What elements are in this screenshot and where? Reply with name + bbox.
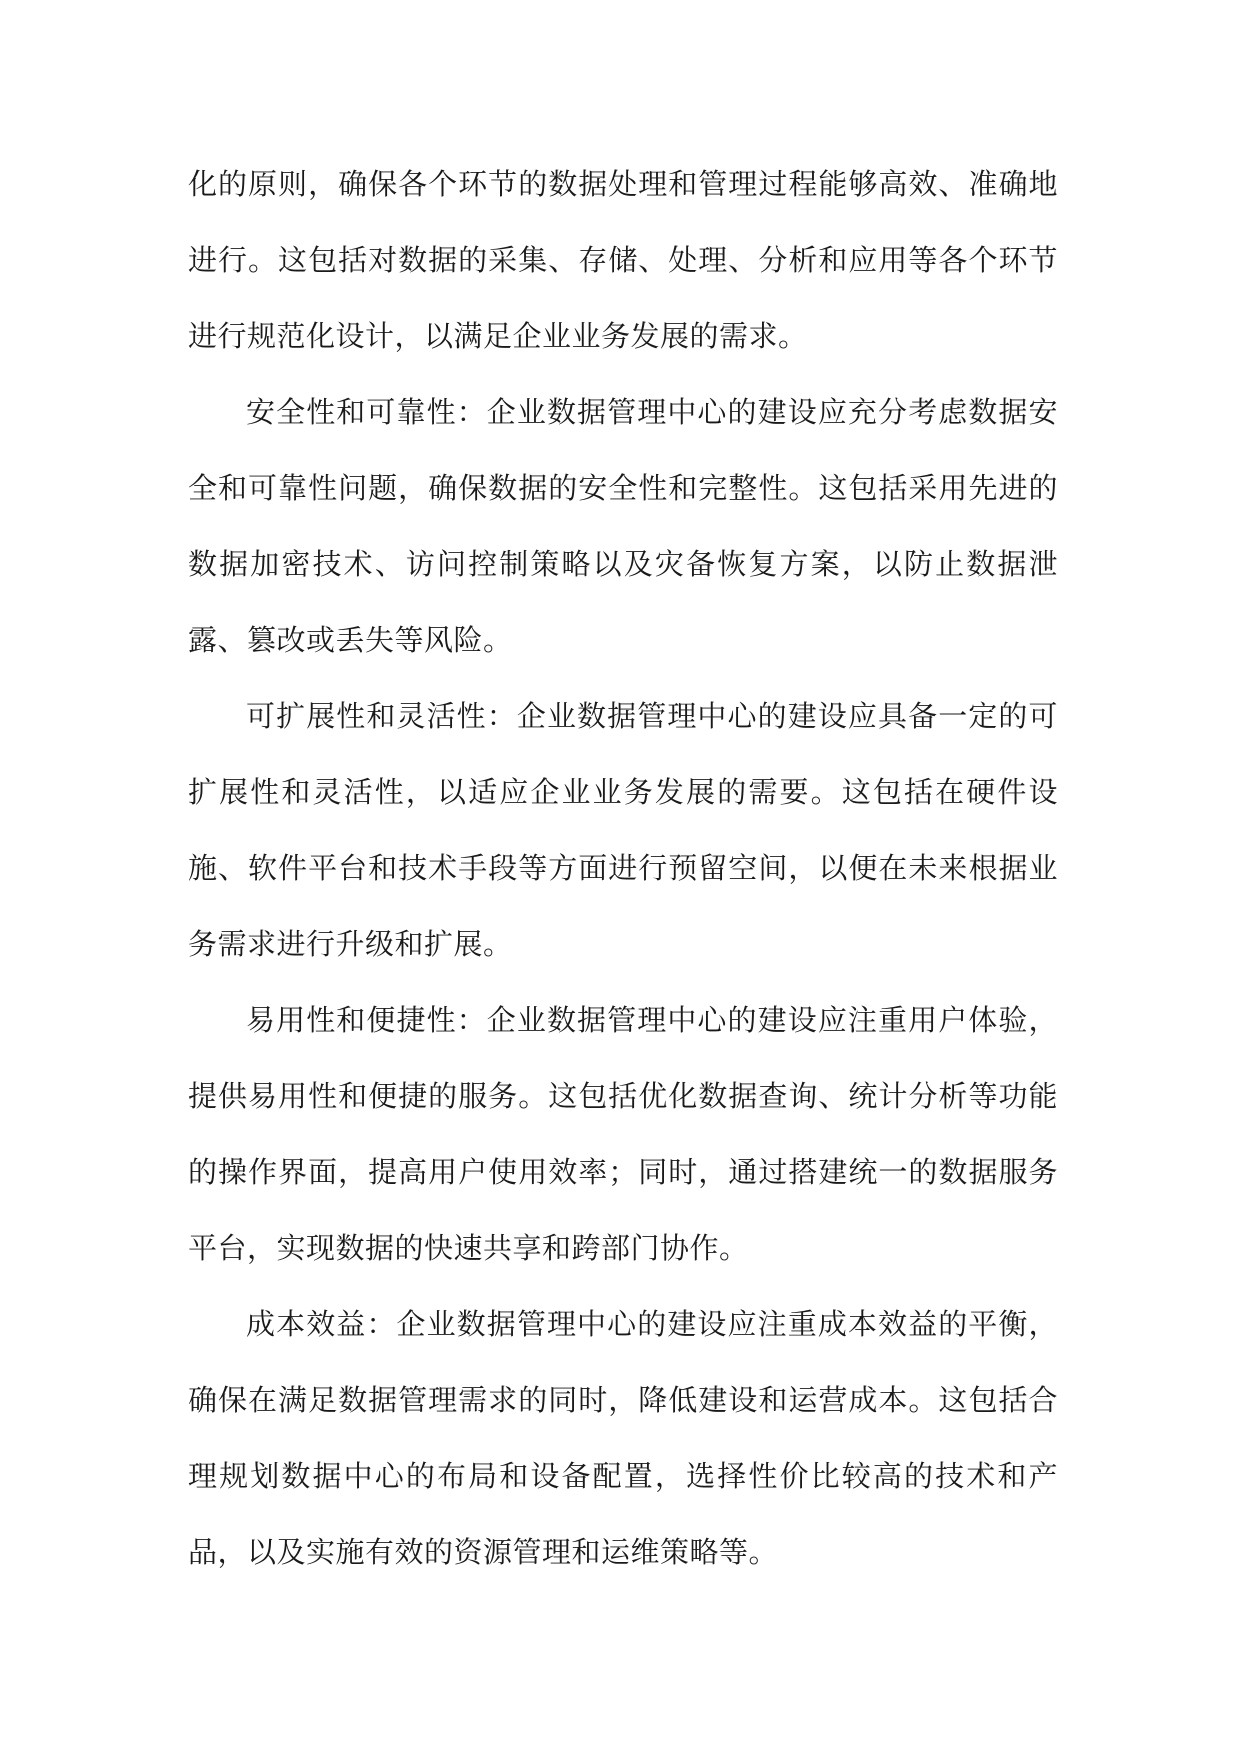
paragraph-continuation: 化的原则，确保各个环节的数据处理和管理过程能够高效、准确地进行。这包括对数据的采集、存储、处理、分析和应用等各个环节进行规范化设计，以满足企业业务发展的需求。 — [188, 167, 1058, 353]
paragraph-usability-convenience: 易用性和便捷性：企业数据管理中心的建设应注重用户体验，提供易用性和便捷的服务。这包括优化数据查询、统计分析等功能的操作界面，提高用户使用效率；同时，通过搭建统一的数据服务平台，实现数据的快速共享和跨部门协作。 — [188, 1003, 1058, 1265]
paragraph-security-reliability: 安全性和可靠性：企业数据管理中心的建设应充分考虑数据安全和可靠性问题，确保数据的安全性和完整性。这包括采用先进的数据加密技术、访问控制策略以及灾备恢复方案，以防止数据泄露、篡改或丢失等风险。 — [188, 395, 1058, 657]
paragraph-cost-benefit: 成本效益：企业数据管理中心的建设应注重成本效益的平衡，确保在满足数据管理需求的同时，降低建设和运营成本。这包括合理规划数据中心的布局和设备配置，选择性价比较高的技术和产品，以及实施有效的资源管理和运维策略等。 — [188, 1307, 1058, 1569]
paragraph-scalability-flexibility: 可扩展性和灵活性：企业数据管理中心的建设应具备一定的可扩展性和灵活性，以适应企业业务发展的需要。这包括在硬件设施、软件平台和技术手段等方面进行预留空间，以便在未来根据业务需求进行升级和扩展。 — [188, 699, 1058, 961]
document-body — [188, 146, 1058, 1590]
